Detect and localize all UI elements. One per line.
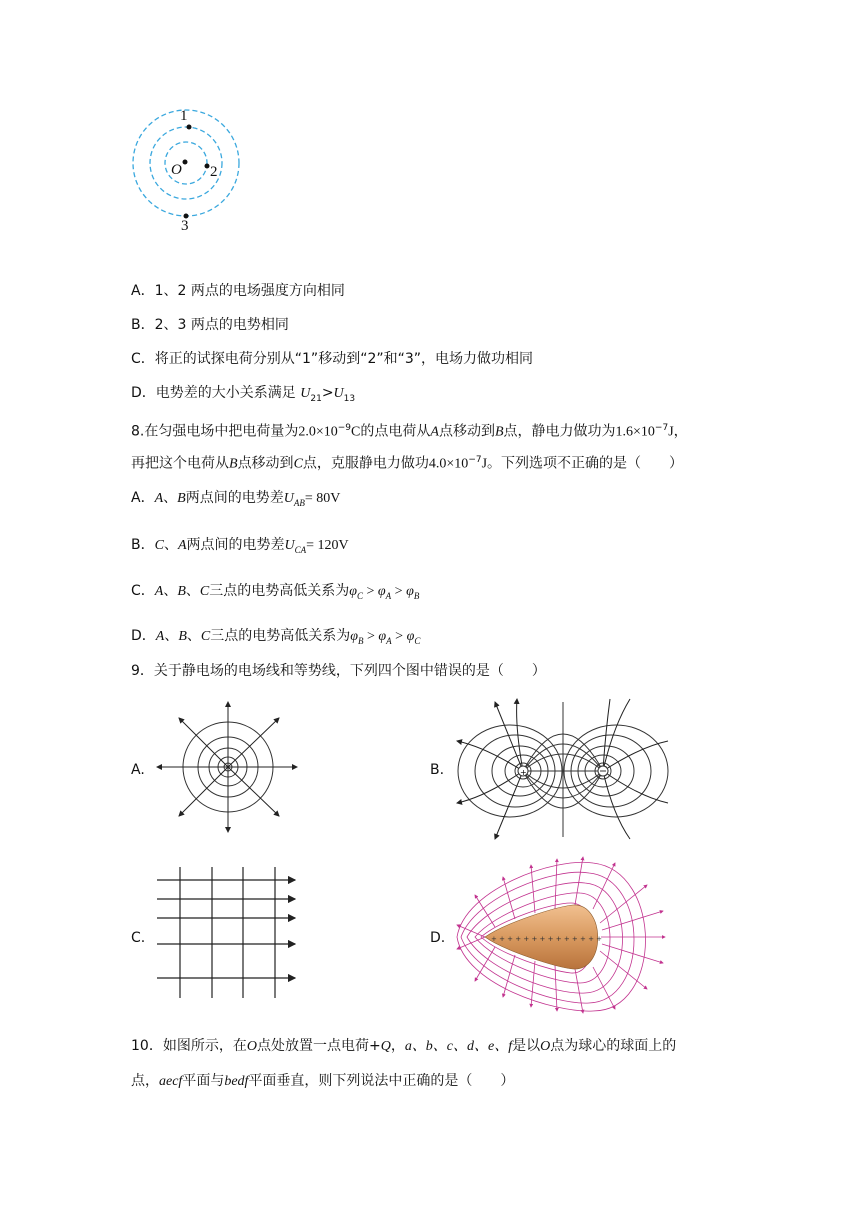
label-2: 2 [210,164,218,180]
point-2 [205,164,210,169]
q8-stem-line2: 再把这个电荷从B点移动到C点，克服静电力做功$4.0\times 10^{-7}J$。下列选项不正确的是（ ） [131,455,684,472]
q7-option-d: D．电势差的大小关系满足 $U_{21}>U_{13}$ [131,385,356,404]
label-3: 3 [181,218,189,234]
q8-option-b: B．C、A两点间的电势差$U_{CA}= 120V$ [131,537,349,555]
point-1 [187,125,192,130]
q9-figure-a [155,700,300,835]
q8-option-d: D．A、B、C三点的电势高低关系为$\varphi_B > \varphi_A > \varphi_C$ [131,628,421,646]
q7-option-b: B．2、3 两点的电势相同 [131,317,289,333]
q9-label-b: B. [430,762,445,778]
q8-stem-line1: 8.在匀强电场中把电荷量为$2.0\times 10^{-9}C$的点电荷从A点移动到B点，静电力做功为$1.6\times 10^{-7}J$， [131,423,688,440]
q10-stem-line2: 点，aecf平面与bedf平面垂直，则下列说法中正确的是（ ） [131,1073,515,1089]
point-O [183,160,188,165]
q9-stem: 9．关于静电场的电场线和等势线，下列四个图中错误的是（ ） [131,663,546,679]
q8-option-c: C．A、B、C三点的电势高低关系为$\varphi_C > \varphi_A > \varphi_B$ [131,583,420,601]
plus-charges-icon: + + + + + + + + + + + + + + [491,935,603,943]
q10-stem-line1: 10．如图所示，在O点处放置一点电荷+Q，a、b、c、d、e、f是以O点为球心的球面上的 [131,1038,677,1054]
q7-option-c: C．将正的试探电荷分别从“1”移动到“2”和“3”，电场力做功相同 [131,351,534,367]
q7-option-a: A．1、2 两点的电场强度方向相同 [131,283,345,299]
q8-option-a: A．A、B两点间的电势差$U_{AB}= 80V$ [131,490,341,508]
label-1: 1 [180,108,188,124]
fig7-svg [120,100,260,240]
plus-sign-icon: + [520,768,527,777]
q9-figure-c [155,865,300,1000]
q9-figure-d [455,855,675,1015]
q9-figure-b [455,697,670,842]
q9-label-a: A. [131,762,145,778]
label-O: O [171,162,182,178]
q9-label-d: D. [430,930,446,946]
q9-label-c: C. [131,930,146,946]
fig7-concentric-circles [120,100,260,240]
